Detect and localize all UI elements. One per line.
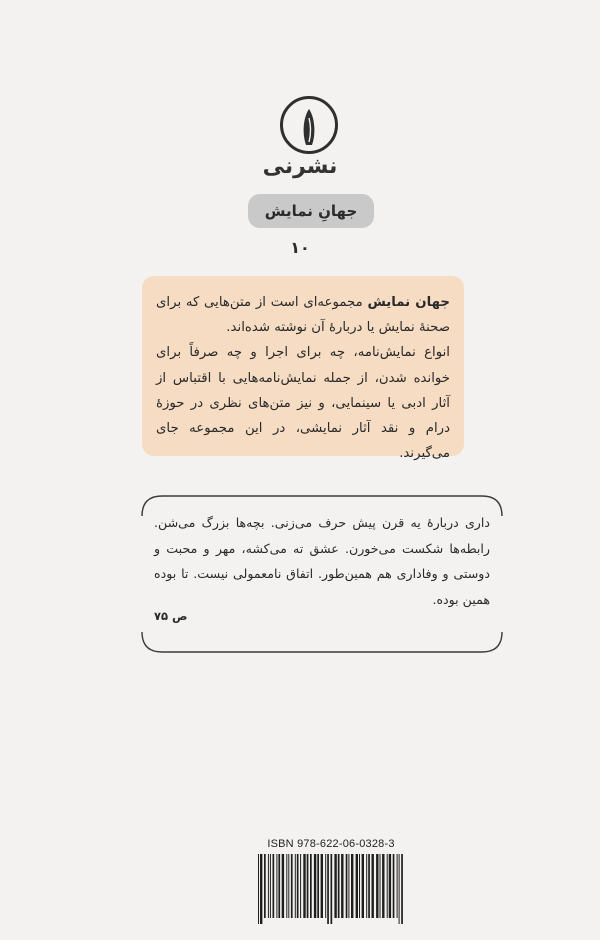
barcode-bar [382, 854, 384, 918]
barcode-bar [314, 854, 316, 918]
barcode-bar [380, 854, 381, 918]
barcode-bar [331, 854, 333, 924]
barcode-bar [362, 854, 364, 918]
barcode-bar [341, 854, 343, 918]
barcode-bar [368, 854, 370, 918]
barcode-bar [351, 854, 353, 918]
barcode-bar [348, 854, 349, 918]
description-line1: مجموعه‌ای است از متن‌هایی که برای صحنهٔ نمایش یا دربارهٔ آن نوشته شده‌اند. [156, 295, 450, 336]
isbn-label: ISBN 978-622-06-0328-3 [267, 838, 395, 850]
barcode-bar [376, 854, 378, 918]
barcode-bar [399, 854, 400, 924]
barcode-bar [321, 854, 323, 918]
barcode-bar [260, 854, 262, 924]
barcode-bar [307, 854, 309, 918]
barcode-bar [359, 854, 360, 918]
description-paragraph-2: انواع نمایش‌نامه، چه برای اجرا و چه صرفاً برای خوانده شدن، از جمله نمایش‌نامه‌هایی با اقتباس از آثار ادبی یا سینمایی، و نیز متن‌های نظری در حوزهٔ درام و نقد آثار نمایشی، در این مجموعه جای می‌گیرند. [156, 345, 450, 462]
description-bold-lead: جهان نمایش [367, 295, 451, 310]
barcode-bar [268, 854, 269, 918]
barcode-bar [372, 854, 374, 918]
barcode-bar [334, 854, 336, 918]
barcode-bar [338, 854, 340, 918]
barcode-bar [401, 854, 403, 924]
quote-page-reference: ص ۷۵ [154, 609, 188, 623]
series-number: ۱۰ [290, 238, 310, 257]
publisher-name: نشرنی [262, 154, 338, 179]
barcode-bar [276, 854, 277, 918]
barcode-bar [270, 854, 271, 918]
barcode-bar [393, 854, 395, 918]
barcode-bar [325, 854, 326, 918]
barcode-bar [295, 854, 296, 918]
series-description-box [142, 276, 464, 462]
barcode-bar [273, 854, 275, 918]
barcode-bar [310, 854, 312, 918]
barcode-bar [366, 854, 367, 918]
barcode-bar [387, 854, 388, 918]
barcode-bar [317, 854, 319, 918]
barcode-bar [258, 854, 259, 924]
isbn-barcode [256, 854, 406, 924]
series-title: جهانِ نمایش [248, 194, 374, 228]
barcode-bar [291, 854, 293, 918]
barcode-bar [327, 854, 329, 924]
barcode-bar [282, 854, 284, 918]
barcode-bar [356, 854, 358, 918]
nashr-ney-leaf-icon [300, 108, 318, 146]
barcode-bar [297, 854, 299, 918]
barcode-bar [264, 854, 266, 918]
barcode-bar [346, 854, 348, 918]
quote-text: داری دربارهٔ یه قرن پیش حرف می‌زنی. بچه‌ها بزرگ می‌شن. رابطه‌ها شکست می‌خورن. عشق ته می‌کشه، مهر و محبت و دوستی و وفاداری هم همین‌طور. اتفاق نامعمولی نیست. تا بوده همین بوده. [154, 515, 490, 607]
description-paragraph-1 [156, 290, 450, 340]
barcode-bar [303, 854, 305, 918]
barcode-bar [278, 854, 280, 918]
barcode-bar [300, 854, 301, 918]
barcode-bar [286, 854, 287, 918]
barcode-bar [389, 854, 391, 918]
barcode-bar [288, 854, 289, 918]
barcode-bar [397, 854, 398, 918]
